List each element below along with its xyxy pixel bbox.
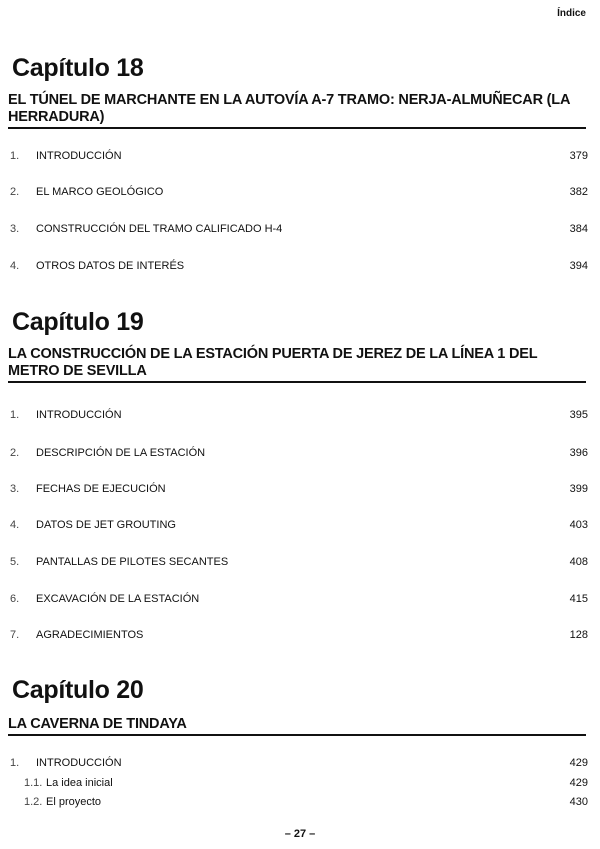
toc-entry[interactable]	[10, 481, 588, 497]
toc-entry-label: FECHAS DE EJECUCIÓN	[36, 481, 548, 497]
chapter-20-title: Capítulo 20	[12, 676, 144, 704]
toc-entry-label: EL MARCO GEOLÓGICO	[36, 184, 548, 200]
toc-entry-label: EXCAVACIÓN DE LA ESTACIÓN	[36, 591, 548, 607]
toc-entry-page: 415	[569, 593, 588, 605]
toc-entry[interactable]	[10, 591, 588, 607]
toc-entry-label: AGRADECIMIENTOS	[36, 627, 548, 643]
toc-entry-number: 2.	[10, 186, 20, 198]
toc-entry-page: 429	[569, 757, 588, 769]
toc-entry[interactable]	[10, 221, 588, 237]
header-section-label: Índice	[557, 8, 586, 19]
toc-entry[interactable]	[10, 184, 588, 200]
chapter-18-title: Capítulo 18	[12, 54, 144, 82]
toc-entry-label: PANTALLAS DE PILOTES SECANTES	[36, 554, 548, 570]
toc-entry-page: 399	[569, 483, 588, 495]
toc-entry-page: 396	[569, 447, 588, 459]
toc-entry-page: 430	[569, 796, 588, 808]
toc-entry-page: 379	[569, 150, 588, 162]
toc-entry-label: DATOS DE JET GROUTING	[36, 517, 548, 533]
toc-entry-page: 382	[569, 186, 588, 198]
toc-entry-number: 1.	[10, 409, 20, 421]
toc-subentry[interactable]	[10, 775, 588, 791]
toc-entry[interactable]	[10, 627, 588, 643]
toc-entry-page: 403	[569, 519, 588, 531]
toc-entry-page: 395	[569, 409, 588, 421]
toc-entry-number: 5.	[10, 556, 20, 568]
toc-entry-number: 1.2.	[24, 796, 43, 808]
toc-entry-label: INTRODUCCIÓN	[36, 148, 548, 164]
toc-entry[interactable]	[10, 445, 588, 461]
toc-entry-number: 2.	[10, 447, 20, 459]
toc-entry-page: 408	[569, 556, 588, 568]
toc-entry-page: 128	[569, 629, 588, 641]
chapter-18-subtitle: EL TÚNEL DE MARCHANTE EN LA AUTOVÍA A-7 TRAMO: NERJA-ALMUÑECAR (LA HERRADURA)	[8, 92, 586, 129]
chapter-19-subtitle: LA CONSTRUCCIÓN DE LA ESTACIÓN PUERTA DE JEREZ DE LA LÍNEA 1 DEL METRO DE SEVILLA	[8, 346, 586, 383]
toc-entry-number: 4.	[10, 260, 20, 272]
toc-entry-label: DESCRIPCIÓN DE LA ESTACIÓN	[36, 445, 548, 461]
toc-entry-number: 1.	[10, 757, 20, 769]
toc-entry-number: 1.1.	[24, 777, 43, 789]
toc-entry[interactable]	[10, 554, 588, 570]
toc-entry-label: La idea inicial	[46, 775, 548, 791]
toc-entry[interactable]	[10, 517, 588, 533]
toc-entry-label: INTRODUCCIÓN	[36, 407, 548, 423]
toc-entry[interactable]	[10, 755, 588, 771]
toc-entry-number: 7.	[10, 629, 20, 641]
toc-entry-label: El proyecto	[46, 794, 548, 810]
toc-entry-number: 3.	[10, 483, 20, 495]
toc-entry[interactable]	[10, 407, 588, 423]
toc-entry[interactable]	[10, 258, 588, 274]
toc-entry-number: 3.	[10, 223, 20, 235]
toc-subentry[interactable]	[10, 794, 588, 810]
toc-entry[interactable]	[10, 148, 588, 164]
toc-entry-label: OTROS DATOS DE INTERÉS	[36, 258, 548, 274]
chapter-19-title: Capítulo 19	[12, 308, 144, 336]
chapter-20-subtitle: LA CAVERNA DE TINDAYA	[8, 716, 586, 736]
toc-entry-label: CONSTRUCCIÓN DEL TRAMO CALIFICADO H-4	[36, 221, 548, 237]
toc-entry-number: 1.	[10, 150, 20, 162]
toc-entry-number: 4.	[10, 519, 20, 531]
toc-entry-number: 6.	[10, 593, 20, 605]
toc-entry-page: 394	[569, 260, 588, 272]
footer-page-number: – 27 –	[284, 828, 316, 840]
toc-entry-page: 384	[569, 223, 588, 235]
toc-entry-label: INTRODUCCIÓN	[36, 755, 548, 771]
toc-entry-page: 429	[569, 777, 588, 789]
